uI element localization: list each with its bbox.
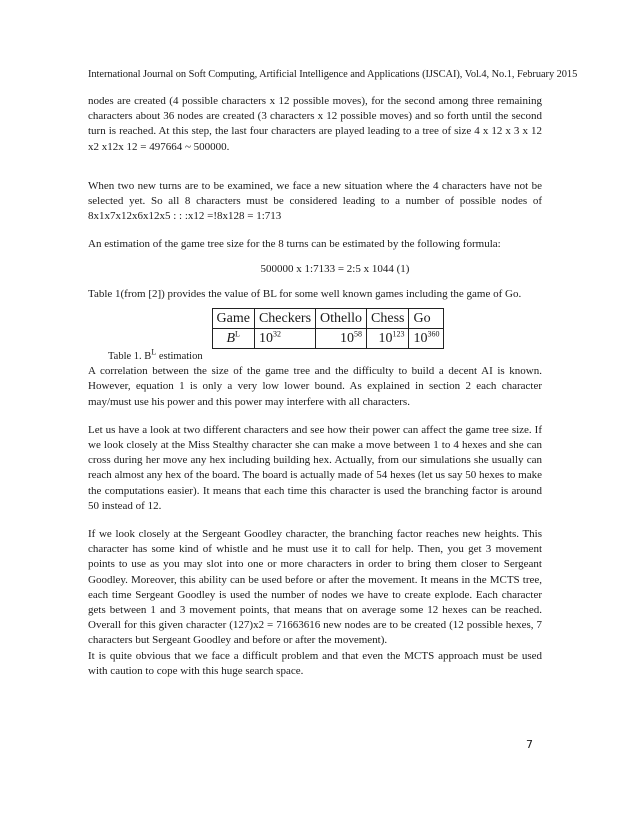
page-number: 7 [526, 738, 533, 751]
table-header-cell: Checkers [254, 309, 315, 329]
paragraph-2: When two new turns are to be examined, we face a new situation where the 4 characters have not be selected yet. So all 8 characters must be considered leading to a number of possible nodes of 8x1x7x12x6x12x5 : : :x12 =!8x128 = 1:713 [88, 179, 542, 223]
bl-table [212, 308, 445, 349]
cell-base: 10 [258, 331, 273, 347]
table-row [212, 329, 444, 349]
cell-exp: 360 [427, 329, 440, 339]
cell-exp: 32 [272, 329, 281, 339]
table-cell [254, 329, 315, 349]
paragraph-1: nodes are created (4 possible characters x 12 possible moves), for the second among three remaining characters about 36 nodes are created (3 characters x 12 possible moves) and so forth until the second turn is reached. At this step, the last four characters are played leading to a tree of size 4 x 12 x 3 x 12 x2 x12x 12 = 497664 ~ 500000. [88, 95, 542, 153]
equation-1: 500000 x 1:7133 = 2:5 x 1044 (1) [260, 262, 410, 275]
cell-exp: 123 [392, 329, 405, 339]
row-label-base: B [226, 331, 236, 347]
table-row-label [212, 329, 254, 349]
paragraph-8: It is quite obvious that we face a difficult problem and that even the MCTS approach must be used with caution to cope with this huge search space. [88, 649, 542, 677]
table-cell [316, 329, 367, 349]
table-header-cell: Game [212, 309, 254, 329]
caption-suffix: estimation [156, 351, 203, 363]
table-caption [88, 349, 542, 364]
table-header-cell: Othello [316, 309, 367, 329]
caption-sup: L [151, 347, 157, 357]
row-label-sup: L [235, 329, 240, 339]
paragraph-7: If we look closely at the Sergeant Goodley character, the branching factor reaches new heights. This character has some kind of whistle and he must use it to call for help. Then, you get 3 movement points to use as you may slot into one or more characters in order to bring them closer to Sergeant Goodley. Moreover, this ability can be used before or after the movement. It means in the MCTS tree, each time Sergeant Goodley is used the number of nodes we have to create explode. Each character gets between 1 and 3 movement points, that means that on average some 12 hexes can be reached. Overall for this given character (127)x2 = 71663616 new nodes are to be created (12 possible hexes, 7 characters but Sergeant Goodley and before or after the movement). [88, 528, 542, 647]
caption-prefix: Table 1. B [108, 351, 152, 363]
cell-base: 10 [378, 331, 393, 347]
table-cell [367, 329, 409, 349]
cell-exp: 58 [354, 329, 363, 339]
table-header-cell: Chess [367, 309, 409, 329]
paragraph-5: A correlation between the size of the game tree and the difficulty to build a decent AI is known. However, equation 1 is only a very low lower bound. As explained in section 2 each character may/must use his power and this power may interfere with all characters. [88, 365, 542, 408]
bl-table-wrapper [88, 308, 542, 349]
paragraph-3: An estimation of the game tree size for the 8 turns can be estimated by the following formula: [88, 238, 501, 251]
paragraph-6: Let us have a look at two different characters and see how their power can affect the game tree size. If we look closely at the Miss Stealthy character she can make a move between 1 to 4 hexes and she can cross during her move any hex including building hex. Actually, from our simulations she usually can reach almost any hex of the board. The board is actually made of 54 hexes (let us say 50 hexes to make the computations easier). It means that each time this character is used the branching factor is around 50 instead of 12. [88, 423, 542, 512]
table-cell [409, 329, 444, 349]
paragraph-4: Table 1(from [2]) provides the value of BL for some well known games including the game of Go. [88, 287, 522, 300]
cell-base: 10 [413, 331, 428, 347]
cell-base: 10 [340, 331, 355, 347]
table-header-cell: Go [409, 309, 444, 329]
body-text [88, 94, 542, 679]
journal-header: International Journal on Soft Computing, Artificial Intelligence and Applications (IJSCAI), Vol.4, No.1, February 2015 [88, 69, 578, 80]
table-header-row [212, 309, 444, 329]
